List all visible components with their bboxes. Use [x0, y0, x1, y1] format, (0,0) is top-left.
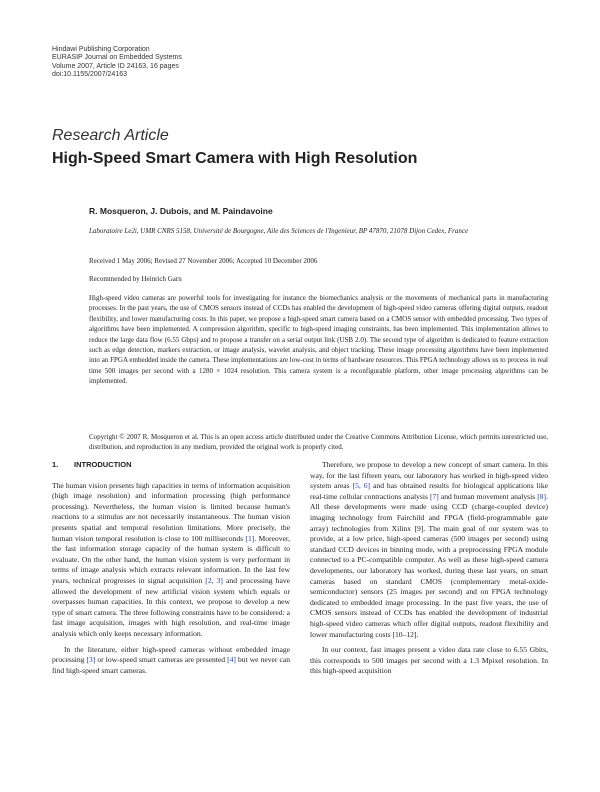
intro-paragraph-2: In the literature, either high-speed cameras without embedded image processing [3] or low-speed smart cameras are presented [4] but we never can find high-speed smart cameras.: [52, 644, 290, 675]
recommended-by: Recommended by Heinrich Garn: [89, 275, 182, 283]
citation-link[interactable]: [8]: [537, 491, 547, 501]
affiliation: Laboratoire Le2i, UMR CNRS 5158, Université de Bourgogne, Aile des Sciences de l'Ingenieur, BP 47870, 21078 Dijon Cedex, France: [89, 227, 469, 235]
intro-paragraph-4: In our context, fast images present a video data rate close to 6.55 Gbits, this corresponds to 500 images per second with a 1.3 Mpixel resolution. In this high-speed acquisition: [310, 645, 548, 676]
citation-link[interactable]: [3]: [86, 655, 96, 665]
abstract: High-speed video cameras are powerful tools for investigating for instance the biomechanics analysis or the movements of mechanical parts in manufacturing processes. In the past years, the use of CMOS sensors instead of CCDs has enabled the development of high-speed video cameras offering digital outputs, readout flexibility, and lower manufacturing costs. In this paper, we propose a high-speed smart camera based on a CMOS sensor with embedded processing. Two types of algorithms have been implemented. A compression algorithm, specific to high-speed imaging constraints, has been implemented. This implementation allows to reduce the large data flow (6.55 Gbps) and to propose a transfer on a serial output link (USB 2.0). The second type of algorithm is dedicated to feature extraction such as edge detection, markers extraction, or image analysis, wavelet analysis, and object tracking. These image processing algorithms have been implemented into an FPGA embedded inside the camera. These implementations are low-cost in terms of hardware resources. This FPGA technology allows us to process in real time 500 images per second with a 1280 × 1024 resolution. This camera system is a reconfigurable platform, other image processing algorithms can be implemented.: [89, 294, 548, 386]
citation-link[interactable]: [5, 6]: [352, 481, 371, 491]
section-title: INTRODUCTION: [74, 460, 132, 469]
citation-link[interactable]: [4]: [227, 655, 236, 665]
citation-link[interactable]: [1]: [245, 533, 255, 543]
copyright-notice: Copyright © 2007 R. Mosqueron et al. This is an open access article distributed under the Creative Commons Attribution License, which permits unrestricted use, distribution, and reproduction in any medium, provided the original work is properly cited.: [89, 433, 548, 452]
paper-title: High-Speed Smart Camera with High Resolution: [52, 150, 418, 167]
author-list: R. Mosqueron, J. Dubois, and M. Paindavoine: [89, 206, 273, 216]
intro-paragraph-1: The human vision presents high capacities in terms of information acquisition (high image resolution) and information processing (high performance processing). Nevertheless, the human vision is limited because human's reactions to a stimulus are not necessarily instantaneous. The human vision presents spatial and temporal resolution limitations. More precisely, the human vision temporal resolution is close to 100 milliseconds [1]. Moreover, the fast information storage capacity of the human system is difficult to evaluate. On the other hand, the human vision system is very performant in terms of image analysis which extracts relevant information. In the last few years, technical progresses in signal acquisition [2, 3] and processing have allowed the development of new artificial vision system which equals or overpasses human capacities. In this context, we propose to develop a new type of smart camera. The three following constraints have to be considered: a fast image acquisition, images with high resolution, and real-time image analysis which only keeps necessary information.: [52, 480, 290, 638]
doi-line: doi:10.1155/2007/24163: [52, 71, 127, 79]
journal-header: [52, 46, 182, 80]
right-column: [310, 460, 548, 677]
citation-link[interactable]: [7]: [429, 491, 439, 501]
journal-line: EURASIP Journal on Embedded Systems: [52, 54, 182, 62]
intro-paragraph-3: Therefore, we propose to develop a new concept of smart camera. In this way, for the last fifteen years, our laboratory has worked in high-speed video system areas [5, 6] and has obtained results for biological applications like real-time cellular contractions analysis [7] and human movement analysis [8]. All these developments were made using CCD (charge-coupled device) imaging technology from Fairchild and FPGA (field-programmable gate array) technologies from Xilinx [9]. The main goal of our system was to provide, at a low price, high-speed cameras (500 images per second) using standard CCD devices in binning mode, with a preprocessing FPGA module connected to a PC-compatible computer. As well as these high-speed camera developments, our laboratory has worked, during these last years, on smart cameras based on standard CMOS (complementary metal-oxide-semiconductor) sensors (25 images per second) and on FPGA technology dedicated to embedded image processing. In the past five years, the use of CMOS sensors instead of CCDs has enabled the development of industrial high-speed video cameras which offer digital outputs, readout flexibility and lower manufacturing costs [10–12].: [310, 460, 548, 639]
section-number: 1.: [52, 460, 59, 469]
citation-link[interactable]: [2, 3]: [205, 575, 223, 585]
article-kind: Research Article: [52, 127, 169, 144]
left-column: [52, 460, 290, 676]
section-heading: [52, 460, 290, 471]
submission-dates: Received 1 May 2006; Revised 27 November 2006; Accepted 10 December 2006: [89, 257, 318, 265]
publisher-line: Hindawi Publishing Corporation: [52, 46, 150, 53]
volume-line: Volume 2007, Article ID 24163, 16 pages: [52, 62, 179, 70]
